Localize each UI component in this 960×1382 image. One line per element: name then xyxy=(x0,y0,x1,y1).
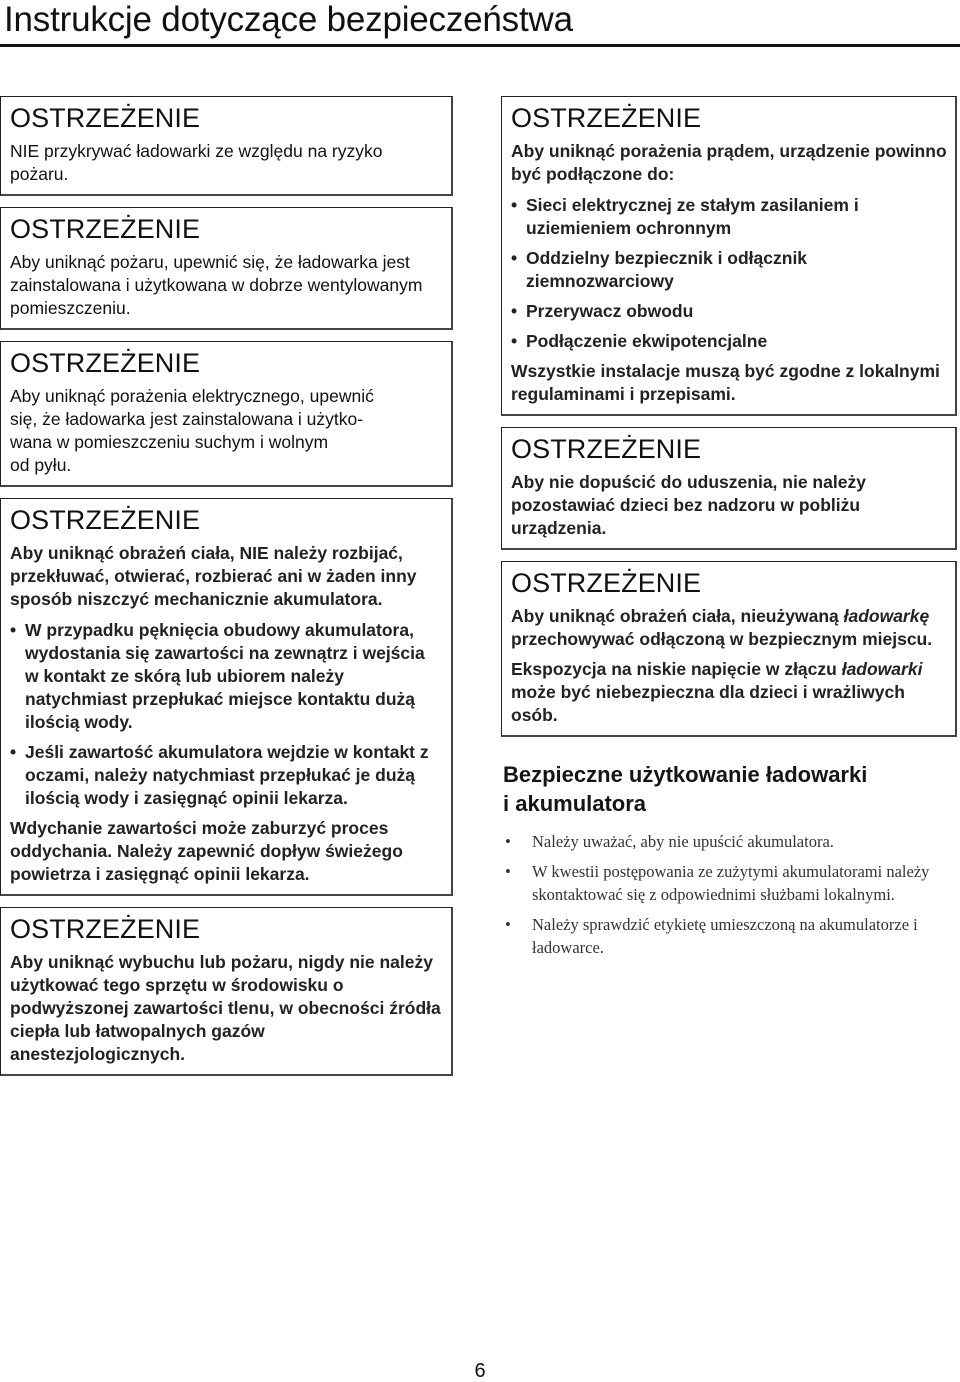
warning-bullet-list xyxy=(10,619,443,810)
warning-title: OSTRZEŻENIE xyxy=(511,568,702,598)
warning-footer-text: Wszystkie instalacje muszą być zgodne z lokalnymi regulaminami i przepisami. xyxy=(511,361,940,404)
warning-bullet: • Podłączenie ekwipotencjalne xyxy=(511,330,947,353)
title-rule xyxy=(0,44,960,47)
warning-text: Aby uniknąć wybuchu lub pożaru, nigdy nie należy użytkować tego sprzętu w środowisku o podwyższonej zawartości tlenu, w obecności źródła ciepła lub łatwopalnych gazów anestezjologicznych. xyxy=(10,952,441,1064)
page-title: Instrukcje dotyczące bezpieczeństwa xyxy=(4,0,573,39)
warning-title: OSTRZEŻENIE xyxy=(511,103,702,133)
warning-text xyxy=(10,385,443,477)
warning-bullet: • W przypadku pęknięcia obudowy akumulatora, wydostania się zawartości na zewnątrz i wejścia w kontakt ze skórą lub ubiorem należy natychmiast przepłukać miejsce kontaktu dużą ilością wody. xyxy=(10,619,443,734)
warning-box-suffocation xyxy=(501,427,957,550)
warning-bullet: • Jeśli zawartość akumulatora wejdzie w kontakt z oczami, należy natychmiast przepłukać je dużą ilością wody i zasięgnąć opinii lekarza. xyxy=(10,741,443,810)
warning-text xyxy=(511,658,947,727)
warning-text-part: Aby uniknąć obrażeń ciała, nieużywaną xyxy=(511,606,844,626)
warning-bullet-list xyxy=(511,194,947,353)
warning-bullet: • Oddzielny bezpiecznik i odłącznik ziemnozwarciowy xyxy=(511,247,947,293)
warning-box-electric-shock xyxy=(0,341,453,487)
section-heading xyxy=(503,760,957,818)
right-column xyxy=(501,96,957,966)
warning-box-power-connection xyxy=(501,96,957,416)
warning-text-line: się, że ładowarka jest zainstalowana i użytko- xyxy=(10,409,364,429)
left-column xyxy=(0,96,453,1087)
warning-title: OSTRZEŻENIE xyxy=(10,914,201,944)
warning-box-storage xyxy=(501,561,957,737)
warning-text xyxy=(511,605,947,651)
section-heading-line: i akumulatora xyxy=(503,791,647,816)
safe-use-item: • Należy sprawdzić etykietę umieszczoną na akumulatorze i ładowarce. xyxy=(501,913,957,959)
warning-bullet: • Sieci elektrycznej ze stałym zasilaniem i uziemieniem ochronnym xyxy=(511,194,947,240)
page-number: 6 xyxy=(474,1360,486,1382)
warning-text-part: Ekspozycja na niskie napięcie w złączu xyxy=(511,659,842,679)
safe-use-item: • Należy uważać, aby nie upuścić akumulatora. xyxy=(501,830,957,853)
warning-text-line: Aby uniknąć porażenia elektrycznego, upewnić xyxy=(10,386,374,406)
warning-footer-text: Wdychanie zawartości może zaburzyć proces oddychania. Należy zapewnić dopływ świeżego powietrza i zasięgnąć opinii lekarza. xyxy=(10,818,403,884)
warning-text-part: może być niebezpieczna dla dzieci i wrażliwych osób. xyxy=(511,682,905,725)
warning-title: OSTRZEŻENIE xyxy=(10,103,201,133)
warning-text: Aby uniknąć obrażeń ciała, NIE należy rozbijać, przekłuwać, otwierać, rozbierać ani w żaden inny sposób niszczyć mechanicznie akumulatora. xyxy=(10,543,417,609)
warning-box-explosion xyxy=(0,907,453,1076)
section-heading-line: Bezpieczne użytkowanie ładowarki xyxy=(503,762,868,787)
warning-bullet: • Przerywacz obwodu xyxy=(511,300,947,323)
warning-text: NIE przykrywać ładowarki ze względu na ryzyko pożaru. xyxy=(10,141,383,184)
warning-text-line: wana w pomieszczeniu suchym i wolnym xyxy=(10,432,329,452)
warning-title: OSTRZEŻENIE xyxy=(10,348,201,378)
warning-box-cover xyxy=(0,96,453,196)
warning-text-line: od pyłu. xyxy=(10,455,72,475)
warning-box-battery-damage xyxy=(0,498,453,896)
warning-box-ventilation xyxy=(0,207,453,330)
warning-text-emphasis: ładowarki xyxy=(841,659,923,679)
safe-use-item: • W kwestii postępowania ze zużytymi akumulatorami należy skontaktować się z odpowiednimi służbami lokalnymi. xyxy=(501,860,957,906)
warning-text-emphasis: ładowarkę xyxy=(843,606,930,626)
warning-text-part: przechowywać odłączoną w bezpiecznym miejscu. xyxy=(511,629,933,649)
warning-title: OSTRZEŻENIE xyxy=(10,214,201,244)
safe-use-list xyxy=(501,830,957,959)
warning-text: Aby uniknąć porażenia prądem, urządzenie powinno być podłączone do: xyxy=(511,141,947,184)
warning-title: OSTRZEŻENIE xyxy=(511,434,702,464)
warning-text: Aby uniknąć pożaru, upewnić się, że ładowarka jest zainstalowana i użytkowana w dobrze wentylowanym pomieszczeniu. xyxy=(10,252,423,318)
warning-text: Aby nie dopuścić do uduszenia, nie należy pozostawiać dzieci bez nadzoru w pobliżu urządzenia. xyxy=(511,472,866,538)
warning-title: OSTRZEŻENIE xyxy=(10,505,201,535)
